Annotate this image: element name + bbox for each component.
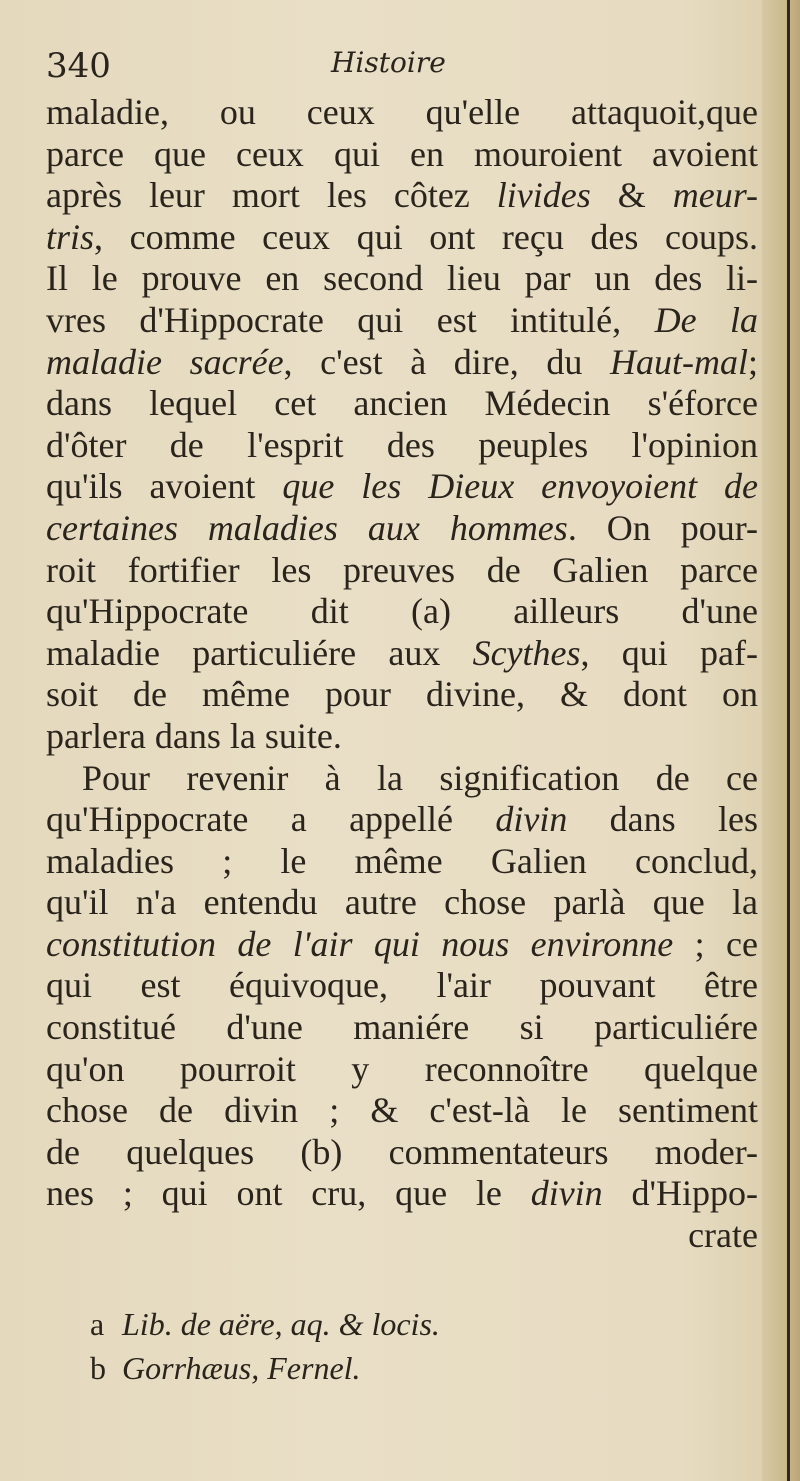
text-line [46,134,758,176]
line-text: , qui paf- [580,632,758,673]
text-line [46,92,758,134]
text-line [46,882,758,924]
text-line [46,841,758,883]
text-line [46,383,758,425]
line-text: de quelques (b) commentateurs moder- [46,1131,758,1172]
line-text: roit fortifier les preuves de Galien parce [46,549,758,590]
line-text: qui est équivoque, l'air pouvant être [46,965,758,1006]
body-text [46,92,758,1257]
line-text: soit de même pour divine, & dont on [46,674,758,715]
text-line [46,1007,758,1049]
line-text: . On pour- [567,507,758,548]
italic-text: meur- [672,175,758,216]
catchword: crate [688,1215,758,1256]
line-text: parce que ceux qui en mouroient avoient [46,133,758,174]
line-text: , comme ceux qui ont reçu des coups. [94,216,758,257]
line-text: après leur mort les côtez [46,175,497,216]
line-text: & [590,175,673,216]
text-line [46,965,758,1007]
text-line [46,550,758,592]
text-line [46,591,758,633]
footnote-mark: b [90,1350,106,1386]
italic-text: Haut-mal [609,341,748,382]
italic-text: tris [46,216,95,257]
italic-text: livides [496,175,591,216]
italic-text: Scythes [472,632,581,673]
line-text: vres d'Hippocrate qui est intitulé, [46,299,655,340]
footnotes [90,1302,730,1390]
footnote [90,1346,730,1390]
text-line [46,300,758,342]
italic-text: divin [530,1173,603,1214]
line-text: ; [747,341,758,382]
catchword-line [46,1215,758,1257]
text-line [46,175,758,217]
line-text: d'ôter de l'esprit des peuples l'opinion [46,424,758,465]
line-text: nes ; qui ont cru, que le [46,1173,531,1214]
text-line [46,716,758,758]
italic-text: que les Dieux envoyoient de [282,466,758,507]
line-text: Pour revenir à la signification de ce [82,757,758,798]
text-line [46,508,758,550]
text-line [46,1090,758,1132]
line-text: maladies ; le même Galien conclud, [46,840,758,881]
line-text: dans les [567,799,758,840]
text-line [46,799,758,841]
text-line [46,217,758,259]
text-line [46,924,758,966]
book-gutter [762,0,800,1481]
text-line [46,425,758,467]
line-text: qu'on pourroit y reconnoître quelque [46,1048,758,1089]
text-line [46,633,758,675]
text-line [46,758,758,800]
text-line [46,1173,758,1215]
line-text: , c'est à dire, du [283,341,610,382]
italic-text: constitution de l'air qui nous environne [46,923,674,964]
text-line [46,1132,758,1174]
gutter-edge-line [787,0,790,1481]
italic-text: maladie sacrée [46,341,284,382]
italic-text: divin [495,799,568,840]
page-header [46,40,746,90]
footnote-mark: a [90,1306,105,1342]
line-text: constitué d'une maniére si particuliére [46,1007,758,1048]
text-line [46,258,758,300]
text-line [46,342,758,384]
footnote-text: Gorrhæus, Fernel. [122,1350,361,1386]
running-title: Histoire [331,46,446,79]
text-line [46,466,758,508]
line-text: chose de divin ; & c'est-là le sentiment [46,1090,758,1131]
line-text: qu'Hippocrate a appellé [46,799,496,840]
line-text: dans lequel cet ancien Médecin s'éforce [46,383,758,424]
line-text: maladie, ou ceux qu'elle attaquoit,que [46,92,758,132]
line-text: qu'il n'a entendu autre chose parlà que la [46,882,758,923]
line-text: qu'ils avoient [46,466,283,507]
italic-text: De la [654,299,758,340]
line-text: maladie particuliére aux [46,632,473,673]
footnote-text: Lib. de aëre, aq. & locis. [122,1306,440,1342]
page-number: 340 [46,46,111,86]
line-text: d'Hippo- [602,1173,758,1214]
line-text: Il le prouve en second lieu par un des li- [46,258,758,299]
text-line [46,674,758,716]
line-text: parlera dans la suite. [46,715,342,756]
text-line [46,1049,758,1091]
footnote [90,1302,730,1346]
italic-text: certaines maladies aux hommes [46,507,568,548]
line-text: ; ce [673,923,758,964]
line-text: qu'Hippocrate dit (a) ailleurs d'une [46,591,758,632]
